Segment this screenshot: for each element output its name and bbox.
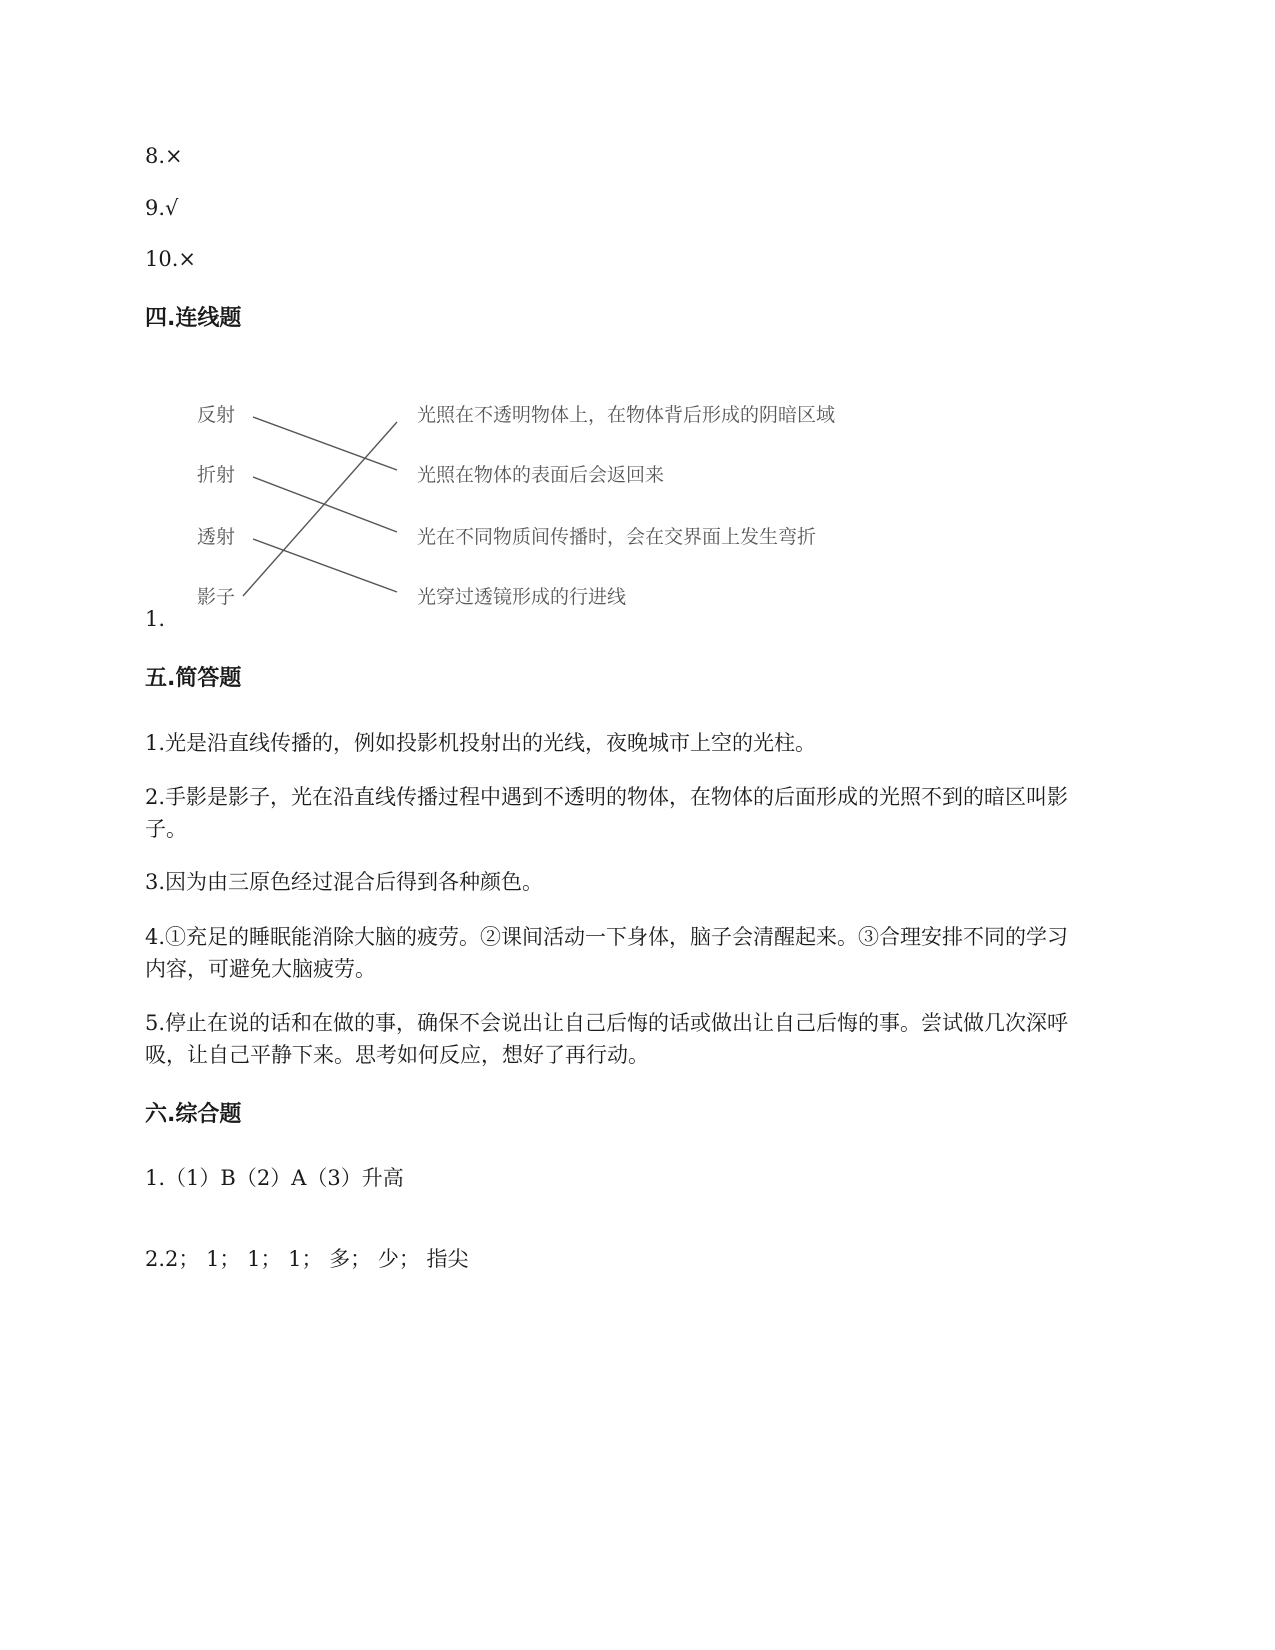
section-5-title: 五.简答题 [145,666,242,691]
section-4-title: 四.连线题 [145,306,242,331]
matching-definition: 光照在物体的表面后会返回来 [417,464,665,486]
matching-term: 折射 [197,464,236,486]
matching-connector-line [253,539,397,592]
section-6-title: 六.综合题 [145,1102,242,1127]
answer-10: 10.× [145,247,196,271]
short-answer-4: 4.①充足的睡眠能消除大脑的疲劳。②课间活动一下身体，脑子会清醒起来。③合理安排不同的学习内容，可避免大脑疲劳。 [145,925,1069,981]
matching-definition: 光穿过透镜形成的行进线 [417,586,627,608]
answer-8: 8.× [145,144,183,168]
matching-term: 透射 [197,526,236,548]
matching-connector-line [253,417,397,470]
matching-diagram [185,390,885,620]
matching-definition: 光在不同物质间传播时，会在交界面上发生弯折 [417,526,817,548]
matching-connector-line [243,422,397,596]
short-answer-5: 5.停止在说的话和在做的事，确保不会说出让自己后悔的话或做出让自己后悔的事。尝试做几次深呼吸，让自己平静下来。思考如何反应，想好了再行动。 [145,1011,1069,1067]
comprehensive-answer-1: 1.（1）B（2）A（3）升高 [145,1166,404,1190]
short-answer-2: 2.手影是影子，光在沿直线传播过程中遇到不透明的物体，在物体的后面形成的光照不到的暗区叫影子。 [145,785,1069,841]
answer-9: 9.√ [145,196,179,220]
matching-definition: 光照在不透明物体上，在物体背后形成的阴暗区域 [417,404,836,426]
comprehensive-answer-2: 2.2； 1； 1； 1； 多； 少； 指尖 [145,1247,469,1271]
matching-connector-line [253,477,397,532]
matching-term: 反射 [197,404,236,426]
section-4-item-number: 1. [145,607,166,631]
short-answer-1: 1.光是沿直线传播的，例如投影机投射出的光线，夜晚城市上空的光柱。 [145,731,817,755]
short-answer-3: 3.因为由三原色经过混合后得到各种颜色。 [145,870,544,894]
matching-term: 影子 [197,586,236,608]
